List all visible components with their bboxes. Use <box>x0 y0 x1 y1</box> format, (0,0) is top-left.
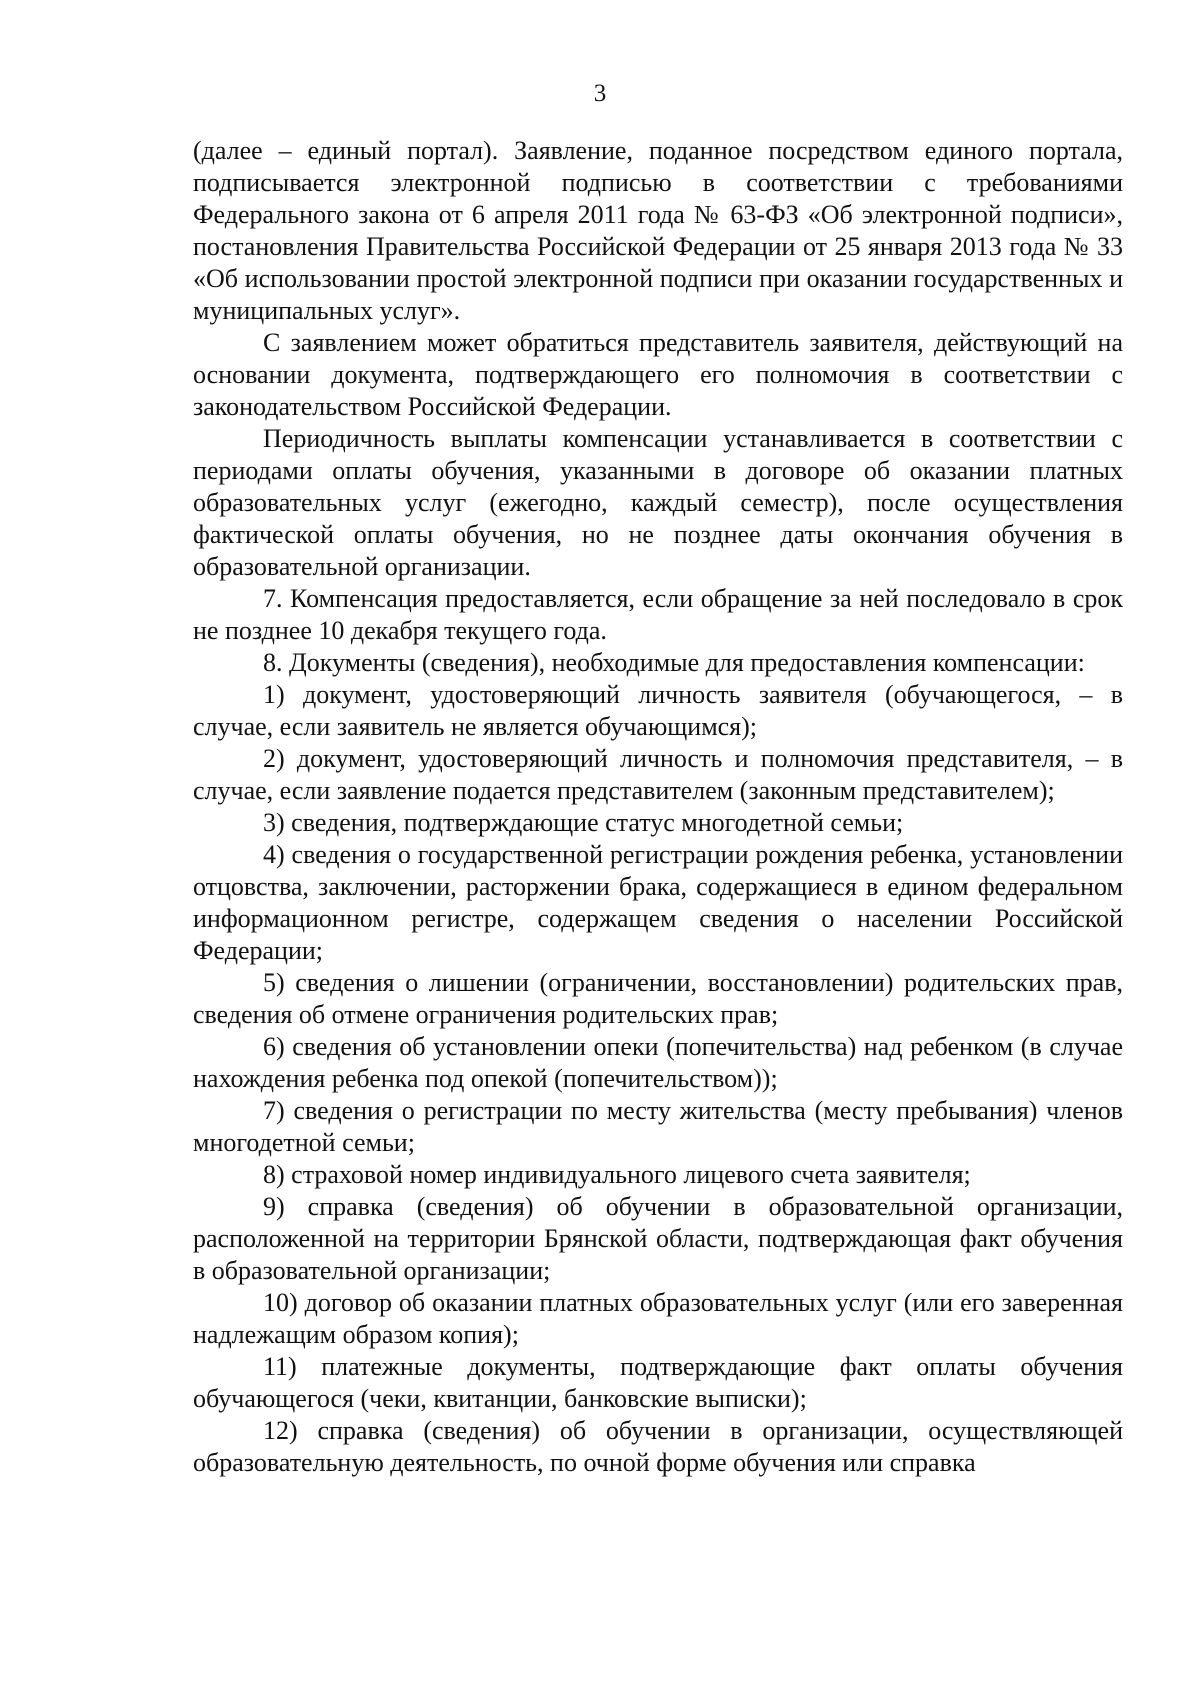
paragraph-payment-periodicity: Периодичность выплаты компенсации устанавливается в соответствии с периодами оплаты обучения, указанными в договоре об оказании платных образовательных услуг (ежегодно, каждый семестр), после осуществления фактической оплаты обучения, но не позднее даты окончания обучения в образовательной организации. <box>193 424 1123 581</box>
document-list-item-1: 1) документ, удостоверяющий личность заявителя (обучающегося, – в случае, если заявитель не является обучающимся); <box>193 680 1123 741</box>
document-list-item-6: 6) сведения об установлении опеки (попечительства) над ребенком (в случае нахождения ребенка под опекой (попечительством)); <box>193 1032 1123 1093</box>
document-list-item-4: 4) сведения о государственной регистрации рождения ребенка, установлении отцовства, заключении, расторжении брака, содержащиеся в едином федеральном информационном регистре, содержащем сведения о населении Российской Федерации; <box>193 840 1123 965</box>
clause-7-deadline: 7. Компенсация предоставляется, если обращение за ней последовало в срок не позднее 10 декабря текущего года. <box>193 584 1123 645</box>
document-list-item-2: 2) документ, удостоверяющий личность и полномочия представителя, – в случае, если заявление подается представителем (законным представителем); <box>193 744 1123 805</box>
paragraph-continuation-portal: (далее – единый портал). Заявление, поданное посредством единого портала, подписывается электронной подписью в соответствии с требованиями Федерального закона от 6 апреля 2011 года № 63-ФЗ «Об электронной подписи», постановления Правительства Российской Федерации от 25 января 2013 года № 33 «Об использовании простой электронной подписи при оказании государственных и муниципальных услуг». <box>193 136 1123 325</box>
document-list-item-3: 3) сведения, подтверждающие статус многодетной семьи; <box>263 808 904 837</box>
document-list-item-8: 8) страховой номер индивидуального лицевого счета заявителя; <box>263 1160 971 1189</box>
document-body <box>193 135 1123 1479</box>
page-number: 3 <box>593 80 607 107</box>
document-list-item-9: 9) справка (сведения) об обучении в образовательной организации, расположенной на территории Брянской области, подтверждающая факт обучения в образовательной организации; <box>193 1192 1123 1285</box>
document-list-item-11: 11) платежные документы, подтверждающие факт оплаты обучения обучающегося (чеки, квитанции, банковские выписки); <box>193 1352 1123 1413</box>
paragraph-representative: С заявлением может обратиться представитель заявителя, действующий на основании документа, подтверждающего его полномочия в соответствии с законодательством Российской Федерации. <box>193 328 1123 421</box>
document-list-item-12: 12) справка (сведения) об обучении в организации, осуществляющей образовательную деятельность, по очной форме обучения или справка <box>193 1416 1123 1477</box>
document-list-item-7: 7) сведения о регистрации по месту жительства (месту пребывания) членов многодетной семьи; <box>193 1096 1123 1157</box>
document-list-item-10: 10) договор об оказании платных образовательных услуг (или его заверенная надлежащим образом копия); <box>193 1288 1123 1349</box>
document-list-item-5: 5) сведения о лишении (ограничении, восстановлении) родительских прав, сведения об отмене ограничения родительских прав; <box>193 968 1123 1029</box>
clause-8-documents-heading: 8. Документы (сведения), необходимые для предоставления компенсации: <box>263 648 1085 677</box>
